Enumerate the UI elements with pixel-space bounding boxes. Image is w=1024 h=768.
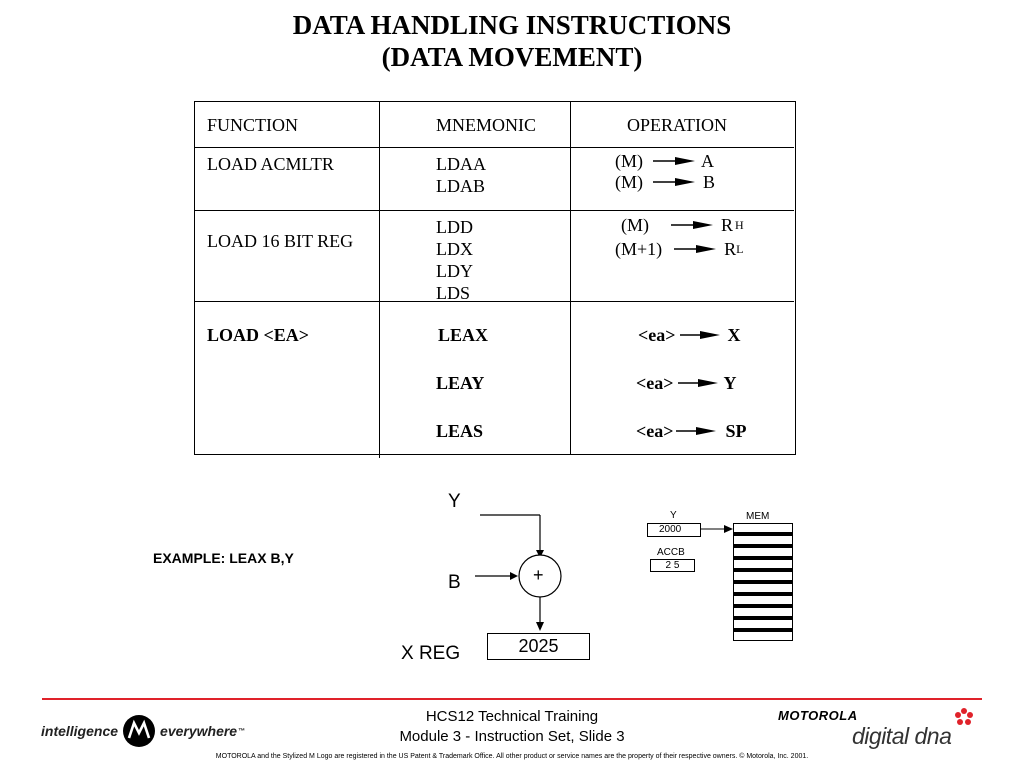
adder-symbol: + xyxy=(533,565,544,585)
footer-slide-number: Module 3 - Instruction Set, Slide 3 xyxy=(399,728,625,745)
operation-destination: X xyxy=(727,325,741,345)
arrow-right-icon xyxy=(651,177,697,187)
row-mnemonic: LEAY xyxy=(436,373,485,393)
operation-entry xyxy=(615,238,744,260)
brand-text-intelligence: intelligence xyxy=(41,723,119,739)
operation-subscript: H xyxy=(735,218,744,232)
operation-entry xyxy=(621,214,744,236)
table-column-divider xyxy=(570,101,571,455)
arrow-right-icon xyxy=(674,426,718,436)
accb-label: ACCB xyxy=(657,547,685,558)
row-mnemonic: LDD xyxy=(436,217,473,237)
table-column-divider xyxy=(379,101,380,458)
operation-destination: Y xyxy=(723,373,737,393)
header-function: FUNCTION xyxy=(207,115,299,135)
operation-source: <ea> xyxy=(636,421,674,441)
operation-destination: R xyxy=(724,239,737,259)
row-mnemonic: LDS xyxy=(436,283,471,303)
row-function: LOAD ACMLTR xyxy=(207,154,334,174)
table-row-divider xyxy=(194,147,794,148)
legal-notice: MOTOROLA and the Stylized M Logo are registered in the US Patent & Trademark Office. All other product or service names are the property of their respective owners. © Motorola, Inc. 2001. xyxy=(215,753,809,760)
page-subtitle: (DATA MOVEMENT) xyxy=(381,42,643,72)
row-mnemonic: LEAS xyxy=(436,421,484,441)
row-mnemonic: LDY xyxy=(436,261,473,281)
input-b-label: B xyxy=(448,572,461,593)
operation-source: (M+1) xyxy=(615,239,663,259)
motorola-logo-icon xyxy=(122,714,156,748)
row-mnemonic: LEAX xyxy=(438,325,489,345)
operation-source: <ea> xyxy=(638,325,676,345)
arrow-right-icon xyxy=(651,156,697,166)
footer-digital-dna-wordmark: digital dna xyxy=(852,723,952,749)
header-operation: OPERATION xyxy=(627,115,728,135)
output-register-label: X REG xyxy=(401,643,461,664)
row-mnemonic: LDAA xyxy=(436,154,486,174)
arrow-right-icon xyxy=(676,378,720,388)
operation-destination: SP xyxy=(725,421,747,441)
register-y-value: 2000 xyxy=(647,523,701,537)
example-label: EXAMPLE: LEAX B,Y xyxy=(153,550,294,566)
brand-text-everywhere: everywhere xyxy=(160,723,238,739)
header-mnemonic: MNEMONIC xyxy=(436,115,537,135)
table-row-divider xyxy=(194,301,794,302)
arrow-right-icon xyxy=(700,523,734,535)
accb-value: 2 5 xyxy=(650,559,695,572)
table-row-divider xyxy=(194,210,794,211)
operation-entry xyxy=(636,372,737,394)
input-y-label: Y xyxy=(448,491,461,512)
footer-motorola-wordmark: MOTOROLA xyxy=(778,708,858,723)
footer-divider xyxy=(42,698,982,700)
row-mnemonic: LDAB xyxy=(436,176,485,196)
operation-entry xyxy=(615,150,714,172)
footer-brand-left xyxy=(41,714,245,748)
memory-block xyxy=(733,523,793,641)
row-function: LOAD 16 BIT REG xyxy=(207,231,354,251)
operation-destination: B xyxy=(703,172,716,192)
page-title: DATA HANDLING INSTRUCTIONS xyxy=(292,10,732,40)
dna-flower-icon xyxy=(954,707,974,729)
row-mnemonic: LDX xyxy=(436,239,473,259)
operation-entry xyxy=(636,420,747,442)
operation-source: (M) xyxy=(615,151,643,171)
operation-source: (M) xyxy=(615,172,643,192)
operation-destination: R xyxy=(721,215,734,235)
register-y-label: Y xyxy=(670,510,677,521)
memory-label: MEM xyxy=(746,511,770,522)
operation-destination: A xyxy=(701,151,714,171)
brand-trademark: ™ xyxy=(238,727,246,735)
footer-course: HCS12 Technical Training xyxy=(425,708,599,725)
operation-entry xyxy=(615,171,715,193)
operation-subscript: L xyxy=(736,242,744,256)
arrow-right-icon xyxy=(678,330,722,340)
output-register-value: 2025 xyxy=(487,633,590,660)
arrow-right-icon xyxy=(672,244,718,254)
operation-source: <ea> xyxy=(636,373,674,393)
row-function: LOAD <EA> xyxy=(207,325,310,345)
arrow-right-icon xyxy=(669,220,715,230)
operation-entry xyxy=(638,324,741,346)
operation-source: (M) xyxy=(621,215,649,235)
